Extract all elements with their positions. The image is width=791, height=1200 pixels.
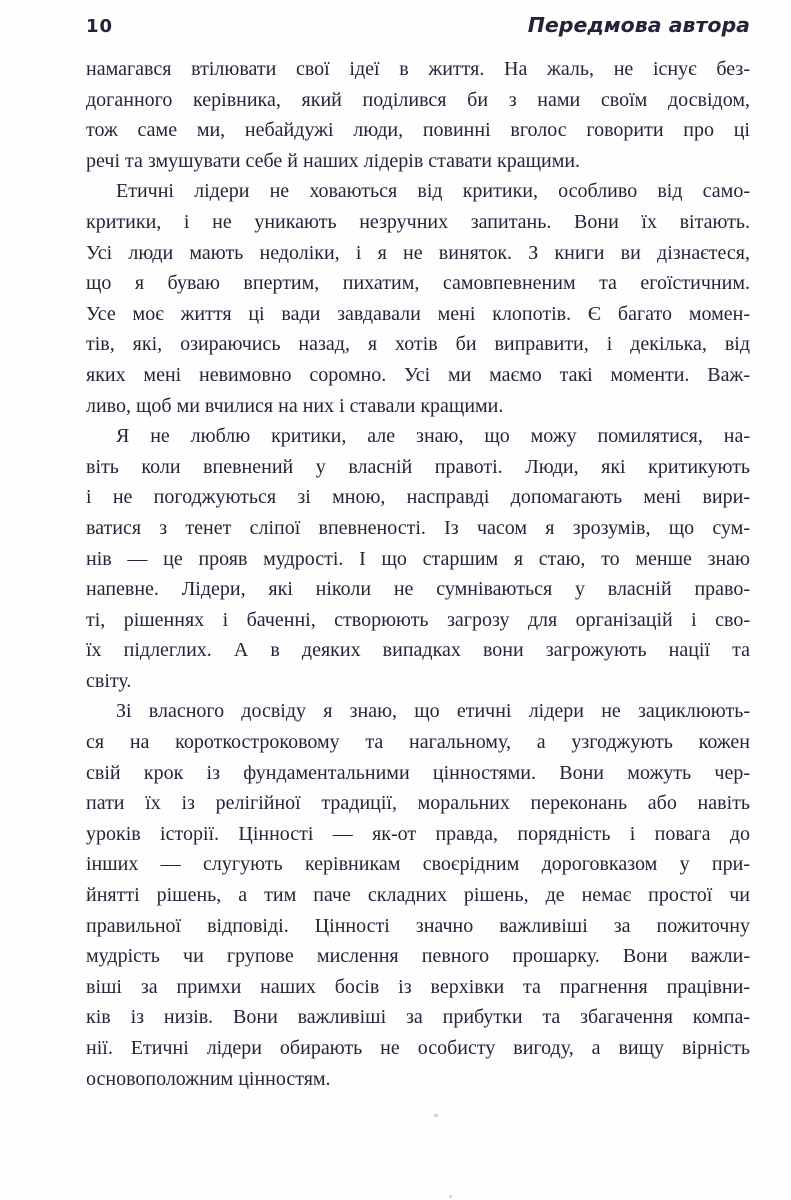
text-line: ливо, щоб ми вчилися на них і ставали кращими. (86, 394, 504, 417)
text-line: ватися з тенет сліпої впевненості. Із часом я зрозумів, що сум- (86, 516, 750, 539)
text-line: яких мені невимовно соромно. Усі ми маємо такі моменти. Важ- (86, 363, 750, 386)
text-line: правильної відповіді. Цінності значно важливіші за пожиточну (86, 914, 750, 937)
text-line: уроків історії. Цінності — як-от правда, порядність і повага до (86, 822, 750, 845)
text-line: нів — це прояв мудрості. І що старшим я стаю, то менше знаю (86, 547, 750, 570)
body-text (86, 54, 750, 1094)
text-line: нії. Етичні лідери обирають не особисту вигоду, а вищу вірність (86, 1037, 750, 1059)
text-line: Усі люди мають недоліки, і я не виняток. З книги ви дізнаєтеся, (86, 241, 750, 264)
text-line: ків із низів. Вони важливіші за прибутки та збагачення компа- (86, 1006, 750, 1029)
text-line: тож саме ми, небайдужі люди, повинні вголос говорити про ці (86, 119, 750, 142)
running-header (86, 13, 750, 37)
paragraph (86, 54, 750, 176)
running-header-title: Передмова автора (527, 13, 750, 37)
text-line: свій крок із фундаментальними цінностями. Вони можуть чер- (86, 761, 750, 784)
text-line: Зі власного досвіду я знаю, що етичні лідери не зациклюють- (116, 700, 750, 723)
text-line: критики, і не уникають незручних запитань. Вони їх вітають. (86, 210, 750, 233)
text-line: доганного керівника, який поділився би з нами своїм досвідом, (86, 88, 750, 111)
text-line: ся на короткостроковому та нагальному, а узгоджують кожен (86, 731, 750, 754)
scan-speck (434, 1114, 438, 1117)
text-line: основоположним цінностям. (86, 1067, 331, 1090)
text-line: пати їх із релігійної традиції, моральних переконань або навіть (86, 792, 750, 815)
paragraph (86, 176, 750, 421)
text-line: їх підлеглих. А в деяких випадках вони загрожують нації та (86, 639, 750, 662)
text-line: Я не люблю критики, але знаю, що можу помилятися, на- (116, 425, 750, 448)
page-number: 10 (86, 16, 114, 37)
text-line: віші за примхи наших босів із верхівки та прагнення працівни- (86, 975, 750, 998)
text-line: намагався втілювати свої ідеї в життя. На жаль, не існує без- (86, 58, 750, 80)
text-line: Усе моє життя ці вади завдавали мені клопотів. Є багато момен- (86, 302, 750, 325)
scan-speck (449, 1195, 452, 1198)
text-line: йнятті рішень, а тим паче складних рішень, де немає простої чи (86, 884, 750, 907)
text-line: Етичні лідери не ховаються від критики, особливо від само- (116, 180, 750, 203)
text-line: віть коли впевнений у власній правоті. Люди, які критикують (86, 455, 750, 478)
text-line: речі та змушувати себе й наших лідерів ставати кращими. (86, 149, 581, 172)
text-line: мудрість чи групове мислення певного прошарку. Вони важли- (86, 945, 750, 968)
text-line: світу. (86, 669, 132, 692)
text-line: і не погоджуються зі мною, насправді допомагають мені вири- (86, 486, 750, 509)
text-line: інших — слугують керівникам своєрідним дороговказом у при- (86, 853, 750, 876)
text-line: що я буваю впертим, пихатим, самовпевненим та егоїстичним. (86, 272, 750, 295)
text-line: ті, рішеннях і баченні, створюють загрозу для організацій і сво- (86, 608, 750, 631)
paragraph (86, 696, 750, 1094)
text-line: напевне. Лідери, які ніколи не сумніваються у власній право- (86, 578, 750, 601)
text-line: тів, які, озираючись назад, я хотів би виправити, і декілька, від (86, 333, 750, 356)
paragraph (86, 421, 750, 696)
